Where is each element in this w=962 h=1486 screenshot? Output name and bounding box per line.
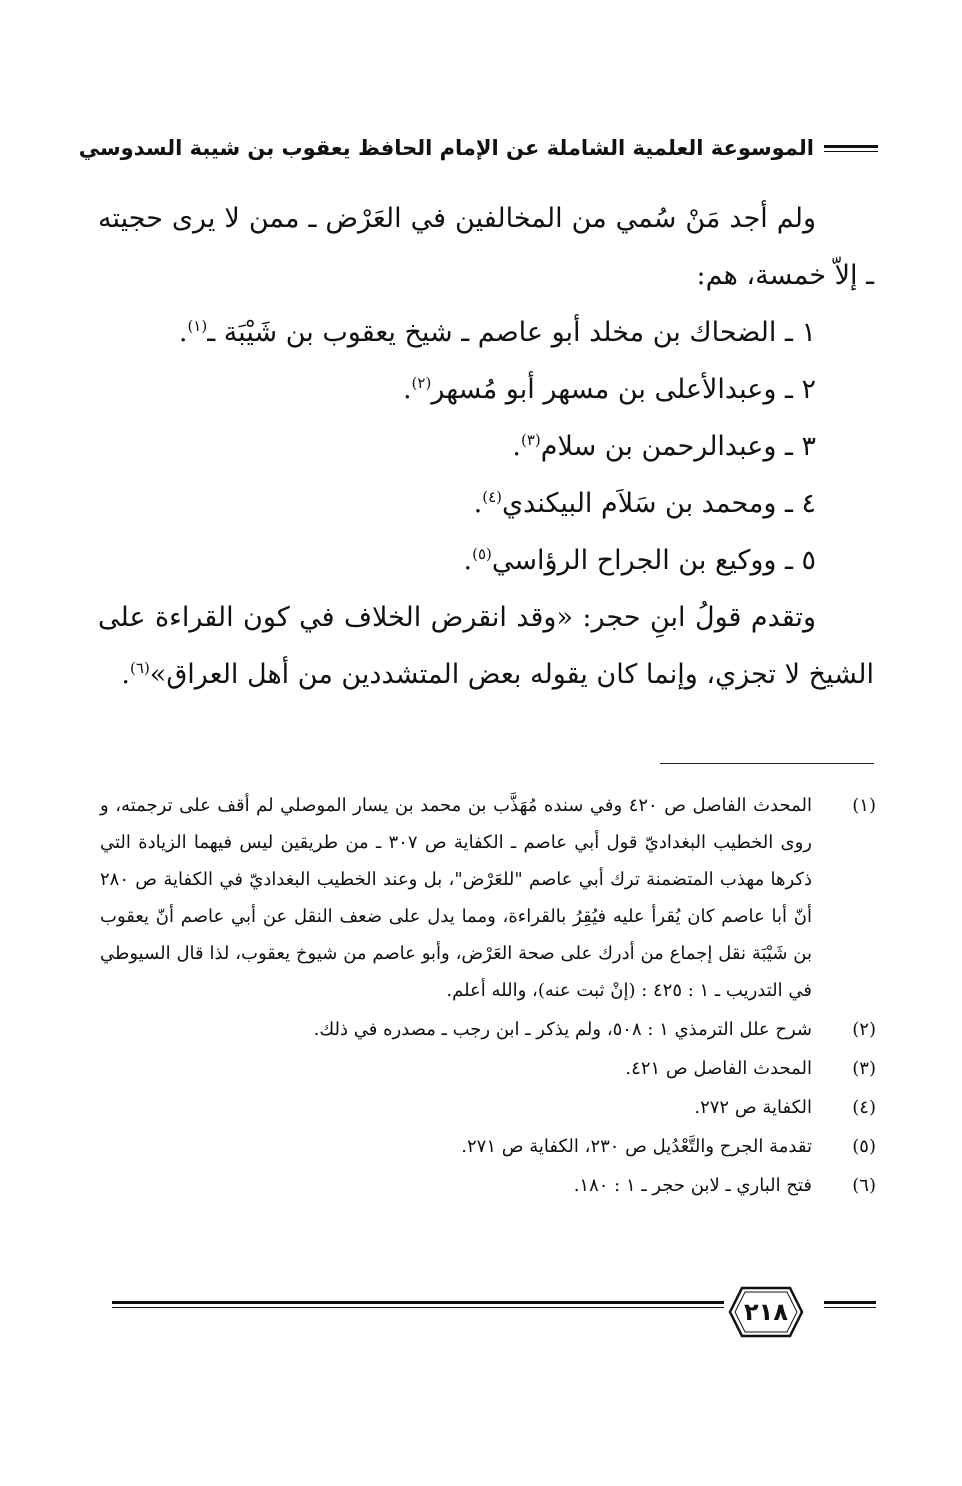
footnote bbox=[100, 787, 876, 1009]
footnote-text: الكفاية ص ٢٧٢. bbox=[694, 1097, 812, 1118]
list-item-text: ٢ ـ وعبدالأعلى بن مسهر أبو مُسهر bbox=[431, 374, 816, 405]
footnote-text: فتح الباري ـ لابن حجر ـ ١ : ١٨٠. bbox=[573, 1175, 812, 1196]
list-item-text: ١ ـ الضحاك بن مخلد أبو عاصم ـ شيخ يعقوب بن شَيْبَة ـ bbox=[207, 317, 816, 348]
footnote-text: المحدث الفاصل ص ٤٢١. bbox=[625, 1058, 812, 1079]
footnote-marker: (٤) bbox=[482, 488, 503, 506]
footnote-text: المحدث الفاصل ص ٤٢٠ وفي سنده مُهَذَّب بن محمد بن يسار الموصلي لم أقف على ترجمته، و روى الخطيب البغداديّ قول أبي عاصم ـ الكفاية ص ٣٠٧ ـ من طريقين ليس فيهما الزيادة التي ذكرها مهذب المتضمنة ترك أبي عاصم "للعَرْض"، بل وعند الخطيب البغداديّ في الكفاية ص ٢٨٠ أنّ أبا عاصم كان يُقرأ عليه فيُقِرُ بالقراءة، ومما يدل على ضعف النقل عن أبي عاصم أنّ يعقوب بن شَيْبَة نقل إجماع من أدرك على صحة العَرْض، وأبو عاصم من شيوخ يعقوب، لذا قال السيوطي في التدريب ـ ١ : ٤٢٥ : (إنْ ثبت عنه)، والله أعلم. bbox=[100, 795, 812, 1001]
list-item bbox=[98, 361, 874, 418]
list-item-end: . bbox=[402, 374, 412, 405]
footnote-number: (٦) bbox=[852, 1175, 876, 1196]
main-text bbox=[98, 190, 874, 703]
page-number-badge bbox=[728, 1286, 804, 1338]
footnotes bbox=[100, 787, 876, 1206]
footnote-number: (٢) bbox=[852, 1019, 876, 1040]
footnote-marker: (٣) bbox=[520, 431, 541, 449]
closing-paragraph bbox=[98, 589, 874, 703]
footnote-number: (٣) bbox=[852, 1058, 876, 1079]
list-item-text: ٣ ـ وعبدالرحمن بن سلام bbox=[540, 431, 816, 462]
list-item bbox=[98, 475, 874, 532]
list-item bbox=[98, 304, 874, 361]
running-header bbox=[78, 128, 878, 168]
intro-paragraph: ولم أجد مَنْ سُمي من المخالفين في العَرْض ـ ممن لا يرى حجيته ـ إلاّ خمسة، هم: bbox=[98, 203, 874, 291]
footnote bbox=[100, 1050, 876, 1087]
closing-end: . bbox=[121, 659, 131, 690]
footnote-number: (٤) bbox=[852, 1097, 876, 1118]
footnote-text: تقدمة الجرح والتَّعْدُيل ص ٢٣٠، الكفاية ص ٢٧١. bbox=[461, 1136, 812, 1157]
footnote-number: (٥) bbox=[852, 1136, 876, 1157]
footnote-marker: (٦) bbox=[130, 659, 150, 677]
footnote-separator bbox=[660, 763, 874, 764]
footnote bbox=[100, 1167, 876, 1204]
list-item-end: . bbox=[463, 545, 473, 576]
footnote-number: (١) bbox=[852, 795, 876, 816]
list-item-end: . bbox=[178, 317, 188, 348]
list-item bbox=[98, 418, 874, 475]
page-number: ٢١٨ bbox=[744, 1298, 788, 1326]
footer-rule-left bbox=[112, 1301, 724, 1308]
list-item bbox=[98, 532, 874, 589]
footnote bbox=[100, 1089, 876, 1126]
footnote-text: شرح علل الترمذي ١ : ٥٠٨، ولم يذكر ـ ابن رجب ـ مصدره في ذلك. bbox=[313, 1019, 812, 1040]
footnote-marker: (١) bbox=[187, 317, 208, 335]
list-item-end: . bbox=[512, 431, 521, 462]
header-title: الموسوعة العلمية الشاملة عن الإمام الحافظ يعقوب بن شيبة السدوسي bbox=[78, 136, 814, 160]
list-item-text: ٤ ـ ومحمد بن سَلاَم البيكندي bbox=[502, 488, 816, 519]
header-rule-right bbox=[824, 145, 878, 152]
footnote bbox=[100, 1011, 876, 1048]
footnote-marker: (٢) bbox=[411, 374, 432, 392]
footer-rule-right bbox=[824, 1301, 876, 1308]
footnote-marker: (٥) bbox=[472, 545, 492, 563]
list-item-end: . bbox=[473, 488, 483, 519]
closing-text: وتقدم قولُ ابنِ حجر: «وقد انقرض الخلاف في كون القراءة على الشيخ لا تجزي، وإنما كان يقوله بعض المتشددين من أهل العراق» bbox=[98, 602, 874, 690]
list-item-text: ٥ ـ ووكيع بن الجراح الرؤاسي bbox=[491, 545, 816, 576]
footnote bbox=[100, 1128, 876, 1165]
